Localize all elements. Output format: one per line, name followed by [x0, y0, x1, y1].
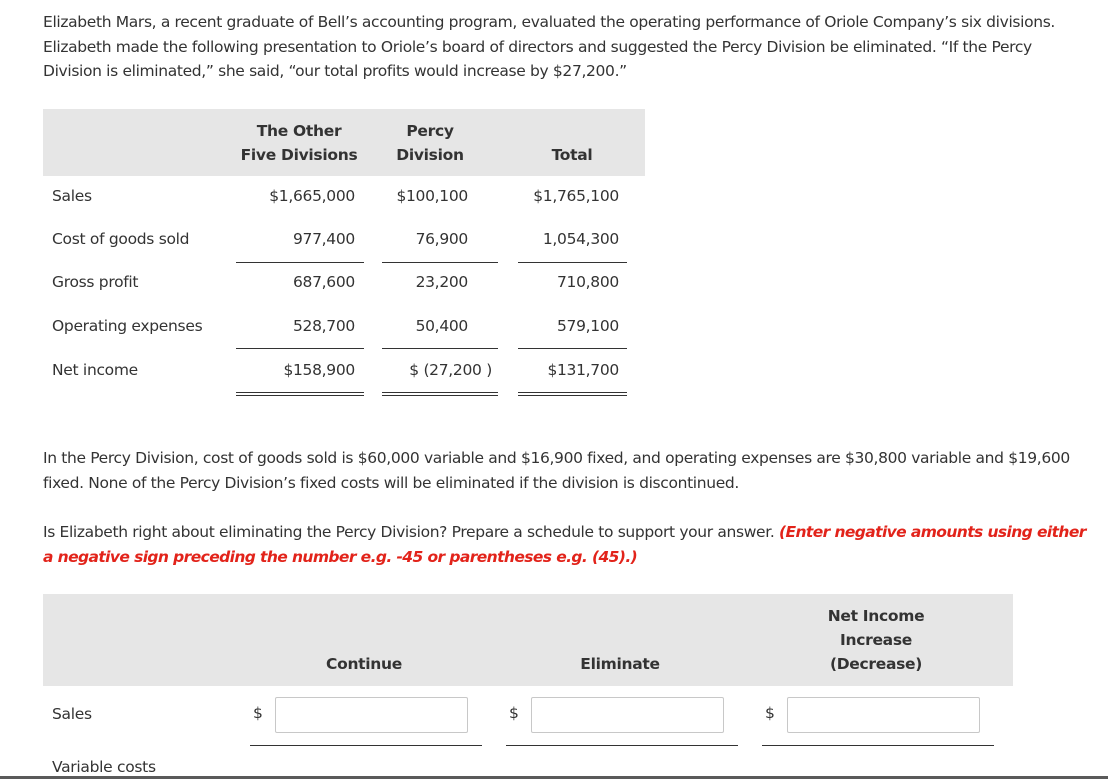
cell-percy: 76,900 [415, 230, 468, 248]
row-label: Cost of goods sold [52, 230, 190, 248]
cell-total: 579,100 [557, 317, 619, 335]
cell-other: 528,700 [293, 317, 355, 335]
cell-other: $1,665,000 [269, 187, 355, 205]
double-underline [382, 392, 498, 396]
sales-net-change-input[interactable] [787, 697, 980, 733]
cell-percy: $ (27,200 ) [409, 361, 492, 379]
header-other-divisions: The Other Five Divisions [240, 122, 358, 164]
underline [236, 348, 364, 349]
sales-row-label: Sales [52, 705, 92, 723]
currency-symbol: $ [253, 704, 263, 722]
underline [762, 745, 994, 746]
row-label: Net income [52, 361, 138, 379]
cell-total: $131,700 [547, 361, 619, 379]
intro-paragraph: Elizabeth Mars, a recent graduate of Bell’s accounting program, evaluated the operating performance of Oriole Company’s six divisions. Elizabeth made the following presentation to Oriole’s board of directors and suggested the Percy Division be eliminated. “If the Percy Division is eliminated,” she said, “our total profits would increase by $27,200.” [43, 13, 1055, 80]
header-eliminate: Eliminate [580, 655, 660, 673]
currency-symbol: $ [509, 704, 519, 722]
question-text: Is Elizabeth right about eliminating the Percy Division? Prepare a schedule to support your answer. [43, 523, 775, 541]
cell-percy: $100,100 [396, 187, 468, 205]
underline [382, 348, 498, 349]
question-paragraph [43, 520, 1088, 569]
row-label: Sales [52, 187, 92, 205]
double-underline [518, 392, 627, 396]
row-label: Gross profit [52, 273, 139, 291]
sales-continue-input[interactable] [275, 697, 468, 733]
cell-other: 977,400 [293, 230, 355, 248]
underline [518, 262, 627, 263]
header-continue: Continue [326, 655, 402, 673]
sales-eliminate-input[interactable] [531, 697, 724, 733]
header-total: Total [551, 146, 593, 164]
header-net-income-change: Net Income Increase (Decrease) [827, 607, 925, 673]
cost-info-paragraph: In the Percy Division, cost of goods sold is $60,000 variable and $16,900 fixed, and operating expenses are $30,800 variable and $19,600 fixed. None of the Percy Division’s fixed costs will be eliminated if the division is discontinued. [43, 449, 1070, 492]
cell-percy: 23,200 [415, 273, 468, 291]
underline [506, 745, 738, 746]
row-label: Operating expenses [52, 317, 203, 335]
underline [518, 348, 627, 349]
cell-percy: 50,400 [415, 317, 468, 335]
double-underline [236, 392, 364, 396]
instruction-text: (Enter negative amounts using either a negative sign preceding the number e.g. -45 or parentheses e.g. (45).) [43, 523, 1086, 566]
underline [236, 262, 364, 263]
variable-costs-row-label: Variable costs [52, 758, 156, 776]
currency-symbol: $ [765, 704, 775, 722]
cell-total: 710,800 [557, 273, 619, 291]
underline [382, 262, 498, 263]
cell-total: $1,765,100 [533, 187, 619, 205]
cell-other: $158,900 [283, 361, 355, 379]
header-percy-division: Percy Division [396, 122, 464, 164]
cell-total: 1,054,300 [542, 230, 619, 248]
cell-other: 687,600 [293, 273, 355, 291]
underline [250, 745, 482, 746]
